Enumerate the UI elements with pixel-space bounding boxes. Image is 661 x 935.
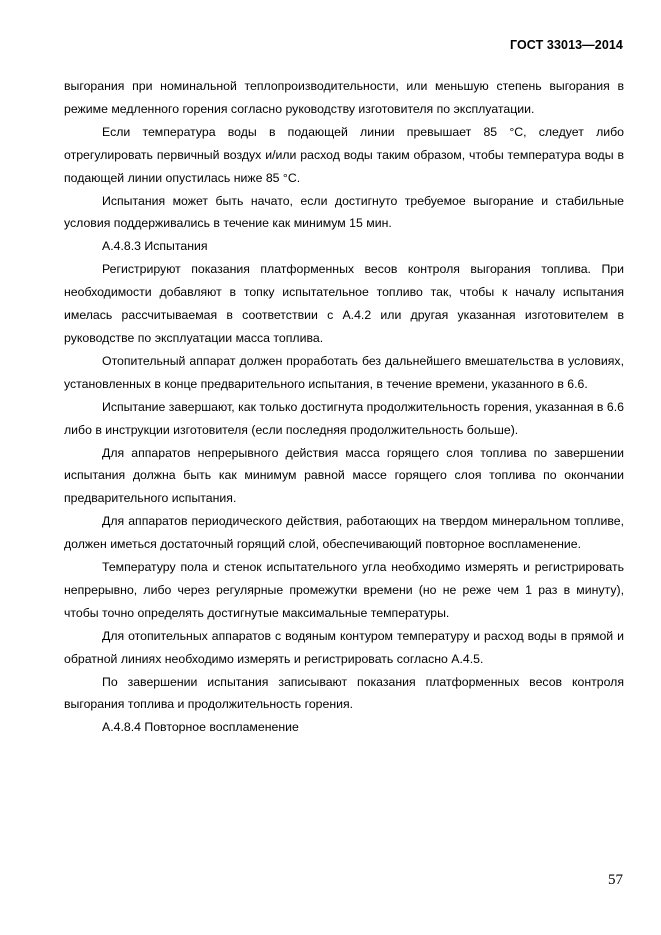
paragraph-continuation: выгорания при номинальной теплопроизводительности, или меньшую степень выгорания в режиме медленного горения согласно руководству изготовителя по эксплуатации. — [64, 79, 624, 116]
page-number: 57 — [608, 872, 623, 888]
document-body — [64, 75, 624, 739]
paragraph: Регистрируют показания платформенных весов контроля выгорания топлива. При необходимости добавляют в топку испытательное топливо так, чтобы к началу испытания имелась рассчитываемая в соответствии с А.4.2 или другая указанная изготовителем в руководстве по эксплуатации масса топлива. — [64, 262, 624, 345]
section-heading: А.4.8.3 Испытания — [102, 239, 208, 254]
section-heading: А.4.8.4 Повторное воспламенение — [102, 720, 299, 735]
paragraph: По завершении испытания записывают показания платформенных весов контроля выгорания топлива и продолжительность горения. — [64, 674, 624, 712]
document-header: ГОСТ 33013—2014 — [509, 38, 623, 52]
paragraph: Испытания может быть начато, если достигнуто требуемое выгорание и стабильные условия поддерживались в течение как минимум 15 мин. — [64, 193, 624, 231]
paragraph: Испытание завершают, как только достигнута продолжительность горения, указанная в 6.6 либо в инструкции изготовителя (если последняя продолжительность больше). — [64, 399, 624, 437]
paragraph: Для отопительных аппаратов с водяным контуром температуру и расход воды в прямой и обратной линиях необходимо измерять и регистрировать согласно А.4.5. — [64, 628, 624, 666]
paragraph: Отопительный аппарат должен проработать без дальнейшего вмешательства в условиях, установленных в конце предварительного испытания, в течение времени, указанного в 6.6. — [64, 353, 624, 391]
paragraph: Если температура воды в подающей линии превышает 85 °С, следует либо отрегулировать первичный воздух и/или расход воды таким образом, чтобы температура воды в подающей линии опустилась ниже 85 °С. — [64, 124, 624, 185]
paragraph: Температуру пола и стенок испытательного угла необходимо измерять и регистрировать непрерывно, либо через регулярные промежутки времени (но не реже чем 1 раз в минуту), чтобы точно определять достигнутые максимальные температуры. — [64, 560, 624, 620]
paragraph: Для аппаратов непрерывного действия масса горящего слоя топлива по завершении испытания должна быть как минимум равной массе горящего слоя топлива по окончании предварительного испытания. — [64, 445, 624, 506]
paragraph: Для аппаратов периодического действия, работающих на твердом минеральном топливе, должен иметься достаточный горящий слой, обеспечивающий повторное воспламенение. — [64, 514, 624, 552]
